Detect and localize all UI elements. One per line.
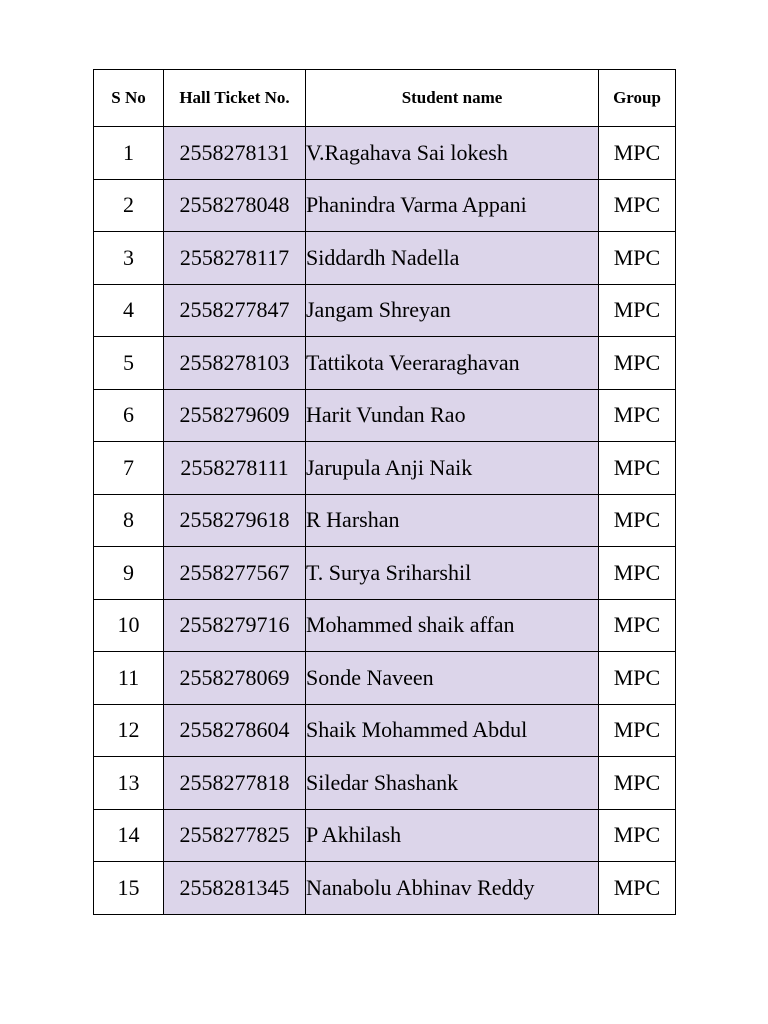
cell-hall-ticket: 2558277825: [164, 809, 306, 862]
cell-student-name: Shaik Mohammed Abdul: [306, 704, 599, 757]
table-row: [94, 232, 676, 285]
cell-student-name: Phanindra Varma Appani: [306, 179, 599, 232]
cell-student-name: P Akhilash: [306, 809, 599, 862]
cell-group: MPC: [599, 337, 676, 390]
cell-student-name: Tattikota Veeraraghavan: [306, 337, 599, 390]
table-row: [94, 179, 676, 232]
cell-sno: 8: [94, 494, 164, 547]
header-row: [94, 70, 676, 127]
cell-student-name: Siddardh Nadella: [306, 232, 599, 285]
cell-sno: 4: [94, 284, 164, 337]
cell-student-name: V.Ragahava Sai lokesh: [306, 127, 599, 180]
table-row: [94, 127, 676, 180]
table-row: [94, 652, 676, 705]
cell-hall-ticket: 2558279609: [164, 389, 306, 442]
cell-student-name: Jarupula Anji Naik: [306, 442, 599, 495]
cell-student-name: Siledar Shashank: [306, 757, 599, 810]
cell-group: MPC: [599, 757, 676, 810]
cell-sno: 14: [94, 809, 164, 862]
cell-group: MPC: [599, 652, 676, 705]
cell-student-name: Nanabolu Abhinav Reddy: [306, 862, 599, 915]
cell-hall-ticket: 2558277567: [164, 547, 306, 600]
cell-group: MPC: [599, 862, 676, 915]
cell-student-name: Jangam Shreyan: [306, 284, 599, 337]
cell-sno: 10: [94, 599, 164, 652]
cell-sno: 7: [94, 442, 164, 495]
cell-hall-ticket: 2558278103: [164, 337, 306, 390]
header-hall-ticket: Hall Ticket No.: [164, 70, 306, 127]
table-row: [94, 757, 676, 810]
cell-sno: 15: [94, 862, 164, 915]
cell-sno: 1: [94, 127, 164, 180]
table-row: [94, 862, 676, 915]
cell-group: MPC: [599, 179, 676, 232]
cell-sno: 3: [94, 232, 164, 285]
cell-sno: 12: [94, 704, 164, 757]
cell-student-name: Sonde Naveen: [306, 652, 599, 705]
cell-sno: 5: [94, 337, 164, 390]
table-row: [94, 337, 676, 390]
cell-hall-ticket: 2558281345: [164, 862, 306, 915]
table-row: [94, 809, 676, 862]
table-row: [94, 599, 676, 652]
cell-group: MPC: [599, 704, 676, 757]
table-row: [94, 494, 676, 547]
cell-group: MPC: [599, 599, 676, 652]
cell-hall-ticket: 2558277818: [164, 757, 306, 810]
cell-sno: 13: [94, 757, 164, 810]
header-group: Group: [599, 70, 676, 127]
cell-hall-ticket: 2558279716: [164, 599, 306, 652]
cell-hall-ticket: 2558279618: [164, 494, 306, 547]
cell-student-name: R Harshan: [306, 494, 599, 547]
table-row: [94, 389, 676, 442]
cell-hall-ticket: 2558278117: [164, 232, 306, 285]
cell-hall-ticket: 2558278604: [164, 704, 306, 757]
student-results-table: [93, 69, 676, 915]
cell-group: MPC: [599, 494, 676, 547]
table-row: [94, 442, 676, 495]
cell-sno: 9: [94, 547, 164, 600]
cell-student-name: T. Surya Sriharshil: [306, 547, 599, 600]
table-row: [94, 704, 676, 757]
table-row: [94, 547, 676, 600]
cell-group: MPC: [599, 389, 676, 442]
cell-hall-ticket: 2558278131: [164, 127, 306, 180]
cell-sno: 11: [94, 652, 164, 705]
header-student-name: Student name: [306, 70, 599, 127]
header-sno: S No: [94, 70, 164, 127]
cell-sno: 2: [94, 179, 164, 232]
cell-hall-ticket: 2558278048: [164, 179, 306, 232]
cell-group: MPC: [599, 809, 676, 862]
cell-student-name: Harit Vundan Rao: [306, 389, 599, 442]
cell-hall-ticket: 2558278111: [164, 442, 306, 495]
cell-group: MPC: [599, 284, 676, 337]
cell-group: MPC: [599, 442, 676, 495]
cell-sno: 6: [94, 389, 164, 442]
cell-group: MPC: [599, 127, 676, 180]
cell-hall-ticket: 2558277847: [164, 284, 306, 337]
cell-hall-ticket: 2558278069: [164, 652, 306, 705]
table-row: [94, 284, 676, 337]
cell-group: MPC: [599, 547, 676, 600]
cell-student-name: Mohammed shaik affan: [306, 599, 599, 652]
cell-group: MPC: [599, 232, 676, 285]
